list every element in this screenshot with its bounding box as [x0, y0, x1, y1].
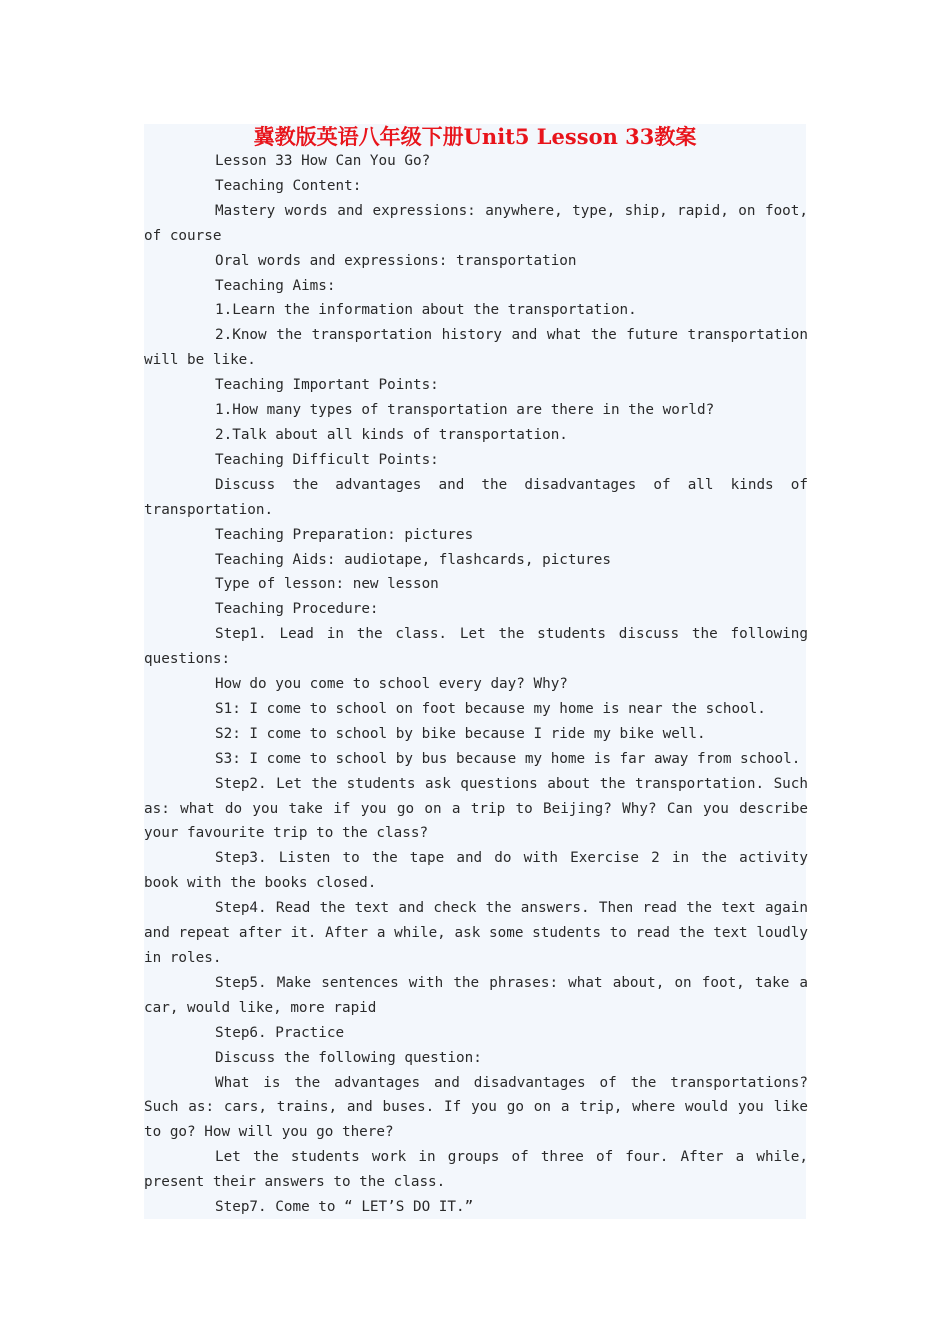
paragraph-aim-2: 2.Know the transportation history and what the future transportation will be like. [144, 327, 808, 369]
paragraph-step-5: Step5. Make sentences with the phrases: what about, on foot, take a car, would like, more rapid [144, 974, 808, 1016]
paragraph-difficult-point-detail: Discuss the advantages and the disadvantages of all kinds of transportation. [144, 476, 808, 518]
paragraph-step-7: Step7. Come to “ LET’S DO IT.” [215, 1199, 474, 1216]
paragraph-teaching-content: Teaching Content: [215, 177, 362, 194]
paragraph-discuss: Discuss the following question: [215, 1049, 482, 1066]
paragraph-s1: S1: I come to school on foot because my home is near the school. [215, 700, 766, 717]
paragraph-important-point-1: 1.How many types of transportation are there in the world? [215, 402, 715, 419]
paragraph-step-6: Step6. Practice [215, 1024, 345, 1041]
paragraph-group-work: Let the students work in groups of three of four. After a while, present their answers to the class. [144, 1149, 808, 1191]
paragraph-step-2: Step2. Let the students ask questions about the transportation. Such as: what do you take if you go on a trip to Beijing? Why? Can you describe your favourite trip to the class? [144, 775, 808, 842]
paragraph-important-point-2: 2.Talk about all kinds of transportation. [215, 426, 568, 443]
paragraph-lesson-type: Type of lesson: new lesson [215, 576, 439, 593]
paragraph-step-4: Step4. Read the text and check the answers. Then read the text again and repeat after it. After a while, ask some students to read the text loudly in roles. [144, 900, 808, 966]
document-title: 冀教版英语八年级下册Unit5 Lesson 33教案 [253, 124, 697, 149]
paragraph-mastery-words: Mastery words and expressions: anywhere, type, ship, rapid, on foot, of course [144, 202, 808, 244]
paragraph-oral-words: Oral words and expressions: transportation [215, 252, 577, 269]
paragraph-procedure: Teaching Procedure: [215, 601, 379, 618]
paragraph-aids: Teaching Aids: audiotape, flashcards, pictures [215, 551, 611, 568]
paragraph-difficult-points: Teaching Difficult Points: [215, 451, 439, 468]
paragraph-lesson-heading: Lesson 33 How Can You Go? [215, 153, 431, 169]
paragraph-step-1: Step1. Lead in the class. Let the students discuss the following questions: [144, 626, 808, 668]
paragraph-preparation: Teaching Preparation: pictures [215, 526, 474, 543]
lesson-plan-body [144, 149, 808, 1220]
paragraph-s3: S3: I come to school by bus because my home is far away from school. [215, 750, 801, 767]
paragraph-s2: S2: I come to school by bike because I ride my bike well. [215, 725, 706, 742]
paragraph-teaching-aims: Teaching Aims: [215, 277, 336, 294]
paragraph-aim-1: 1.Learn the information about the transportation. [215, 302, 637, 319]
paragraph-important-points: Teaching Important Points: [215, 377, 439, 394]
paragraph-step-3: Step3. Listen to the tape and do with Exercise 2 in the activity book with the books closed. [144, 850, 808, 892]
paragraph-question: How do you come to school every day? Why? [215, 676, 568, 693]
paragraph-advantages-question: What is the advantages and disadvantages of the transportations? Such as: cars, trains, and buses. If you go on a trip, where would you like to go? How will you go there? [144, 1074, 808, 1141]
